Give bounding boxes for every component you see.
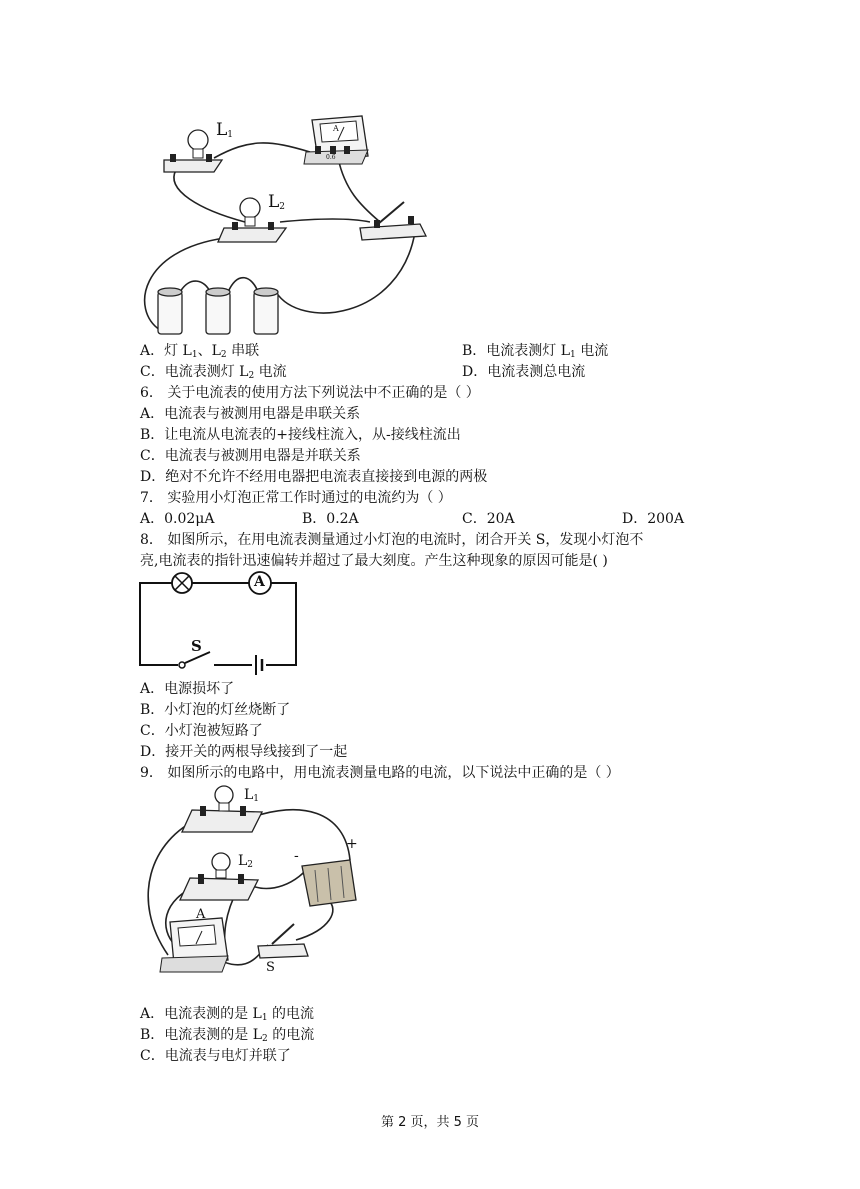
q9-option-c[interactable]: C．电流表与电灯并联了 bbox=[140, 1048, 291, 1064]
q5-option-a[interactable]: A．灯 $L_1$、$L_2$ 串联 bbox=[140, 343, 260, 360]
q9-option-b[interactable]: B．电流表测的是 $L_2$ 的电流 bbox=[140, 1027, 315, 1044]
q9-fig-l1-label: $L_1$ bbox=[244, 787, 260, 804]
page-footer: 第 2 页，共 5 页 bbox=[380, 1115, 480, 1130]
q5-option-d[interactable]: D．电流表测总电流 bbox=[462, 364, 586, 380]
q5-option-b[interactable]: B．电流表测灯 $L_1$ 电流 bbox=[462, 343, 609, 360]
q8-option-c[interactable]: C．小灯泡被短路了 bbox=[140, 723, 263, 739]
q7-option-a[interactable]: A．0.02μA bbox=[140, 511, 215, 527]
q9-fig-switch-label: S bbox=[266, 960, 275, 975]
q6-option-c[interactable]: C．电流表与被测用电器是并联关系 bbox=[140, 448, 361, 464]
q6-option-b[interactable]: B．让电流从电流表的+接线柱流入，从-接线柱流出 bbox=[140, 427, 461, 443]
q8-fig-meter-label: A bbox=[254, 574, 265, 590]
q8-option-d[interactable]: D．接开关的两根导线接到了一起 bbox=[140, 744, 348, 760]
q9-fig-meter-label: A bbox=[196, 907, 206, 922]
q9-option-a[interactable]: A．电流表测的是 $L_1$ 的电流 bbox=[140, 1006, 315, 1023]
q9-fig-minus-label: - bbox=[294, 848, 299, 864]
q7-option-b[interactable]: B．0.2A bbox=[302, 511, 359, 527]
q7-stem: 7． 实验用小灯泡正常工作时通过的电流约为（ ） bbox=[140, 490, 452, 506]
q6-stem: 6． 关于电流表的使用方法下列说法中不正确的是（ ） bbox=[140, 385, 480, 401]
q8-stem-line1: 8． 如图所示，在用电流表测量通过小灯泡的电流时，闭合开关 S，发现小灯泡不 bbox=[140, 532, 644, 548]
q7-option-d[interactable]: D．200A bbox=[622, 511, 685, 527]
q8-option-a[interactable]: A．电源损坏了 bbox=[140, 681, 235, 697]
q9-stem: 9． 如图所示的电路中，用电流表测量电路的电流，以下说法中正确的是（ ） bbox=[140, 765, 620, 781]
q9-fig-l2-label: $L_2$ bbox=[238, 853, 254, 870]
q8-option-b[interactable]: B．小灯泡的灯丝烧断了 bbox=[140, 702, 291, 718]
q6-option-d[interactable]: D．绝对不允许不经用电器把电流表直接接到电源的两极 bbox=[140, 469, 488, 485]
q8-fig-switch-label: S bbox=[191, 637, 202, 655]
q7-option-c[interactable]: C．20A bbox=[462, 511, 515, 527]
q9-fig-plus-label: + bbox=[346, 836, 358, 852]
q5-fig-meter-label: A bbox=[333, 124, 339, 133]
q5-fig-l2-label: $L_2$ bbox=[268, 192, 286, 212]
q5-fig-meter-range: 0.6 bbox=[326, 154, 336, 161]
q8-stem-line2: 亮,电流表的指针迅速偏转并超过了最大刻度。产生这种现象的原因可能是( ) bbox=[140, 553, 608, 569]
q6-option-a[interactable]: A．电流表与被测用电器是串联关系 bbox=[140, 406, 361, 422]
q5-fig-l1-label: $L_1$ bbox=[216, 120, 234, 140]
q5-option-c[interactable]: C．电流表测灯 $L_2$ 电流 bbox=[140, 364, 287, 381]
